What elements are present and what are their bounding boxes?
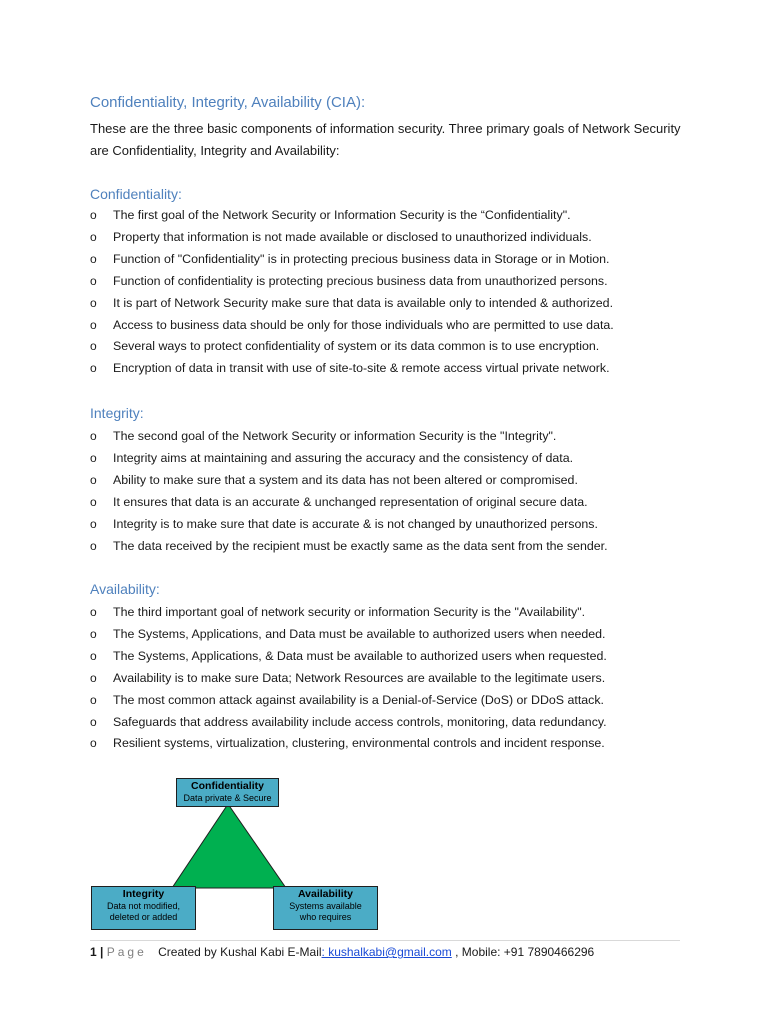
footer-credit: Created by Kushal Kabi E-Mail	[158, 945, 322, 959]
list-item-text: Availability is to make sure Data; Network Resources are available to the legitimate users.	[113, 670, 606, 685]
confidentiality-box-subtitle: Data private & Secure	[183, 793, 272, 803]
email-link[interactable]: : kushalkabi@gmail.com	[321, 945, 452, 959]
bullet-marker-icon: o	[90, 626, 97, 641]
list-item	[90, 271, 710, 293]
list-item	[90, 205, 710, 227]
list-item-text: It is part of Network Security make sure that data is available only to intended & authorized.	[113, 295, 614, 310]
list-item	[90, 315, 710, 337]
bullet-marker-icon: o	[90, 339, 97, 354]
list-item-text: Integrity aims at maintaining and assuring the accuracy and the consistency of data.	[113, 450, 574, 465]
availability-box-line2: who requires	[299, 912, 352, 922]
list-item	[90, 536, 710, 558]
list-item	[90, 624, 710, 646]
list-item	[90, 470, 710, 492]
bullet-marker-icon: o	[90, 538, 97, 553]
integrity-list	[90, 426, 710, 557]
list-item	[90, 448, 710, 470]
confidentiality-list	[90, 205, 710, 380]
list-item	[90, 492, 710, 514]
list-item	[90, 293, 710, 315]
bullet-marker-icon: o	[90, 648, 97, 663]
bullet-marker-icon: o	[90, 229, 97, 244]
bullet-marker-icon: o	[90, 295, 97, 310]
bullet-marker-icon: o	[90, 692, 97, 707]
confidentiality-box	[176, 778, 279, 807]
bullet-marker-icon: o	[90, 208, 97, 222]
bullet-marker-icon: o	[90, 251, 97, 266]
list-item-text: Integrity is to make sure that date is accurate & is not changed by unauthorized persons.	[113, 516, 598, 531]
availability-box-line1: Systems available	[289, 901, 362, 911]
list-item-text: Property that information is not made available or disclosed to unauthorized individuals.	[113, 229, 592, 244]
availability-box-title: Availability	[297, 888, 354, 900]
list-item	[90, 358, 710, 380]
availability-box	[273, 886, 378, 930]
bullet-marker-icon: o	[90, 605, 97, 619]
list-item	[90, 712, 710, 734]
bullet-marker-icon: o	[90, 516, 97, 531]
list-item-text: Encryption of data in transit with use of site-to-site & remote access virtual private network.	[113, 361, 610, 376]
bullet-marker-icon: o	[90, 317, 97, 332]
list-item	[90, 249, 710, 271]
integrity-box-title: Integrity	[122, 888, 165, 900]
confidentiality-box-title: Confidentiality	[191, 780, 264, 792]
page-title: Confidentiality, Integrity, Availability (CIA):	[90, 94, 366, 111]
cia-triangle	[172, 804, 286, 888]
list-item-text: Resilient systems, virtualization, clustering, environmental controls and incident response.	[113, 736, 605, 751]
intro-paragraph: These are the three basic components of information security. Three primary goals of Network Security are Confidentiality, Integrity and Availability:	[90, 121, 681, 158]
list-item-text: The most common attack against availability is a Denial-of-Service (DoS) or DDoS attack.	[113, 692, 604, 707]
bullet-marker-icon: o	[90, 670, 97, 685]
list-item	[90, 514, 710, 536]
list-item-text: Ability to make sure that a system and its data has not been altered or compromised.	[113, 472, 578, 487]
list-item	[90, 690, 710, 712]
list-item-text: The data received by the recipient must be exactly same as the data sent from the sender.	[113, 538, 608, 553]
bullet-marker-icon: o	[90, 736, 97, 751]
page-footer	[90, 940, 680, 959]
heading-integrity: Integrity:	[90, 405, 144, 421]
list-item-text: It ensures that data is an accurate & unchanged representation of original secure data.	[113, 494, 588, 509]
footer-mobile: , Mobile: +91 7890466296	[451, 945, 595, 959]
list-item	[90, 668, 710, 690]
list-item	[90, 336, 710, 358]
bullet-marker-icon: o	[90, 714, 97, 729]
bullet-marker-icon: o	[90, 472, 97, 487]
list-item	[90, 602, 710, 624]
list-item-text: Safeguards that address availability include access controls, monitoring, data redundancy.	[113, 714, 607, 729]
bullet-marker-icon: o	[90, 450, 97, 465]
list-item	[90, 227, 710, 249]
page-label: Page	[106, 945, 147, 959]
integrity-box-line2: deleted or added	[109, 912, 178, 922]
list-item-text: Function of "Confidentiality" is in protecting precious business data in Storage or in Motion.	[113, 251, 610, 266]
list-item-text: Function of confidentiality is protecting precious business data from unauthorized persons.	[113, 273, 608, 288]
cia-triad-diagram	[90, 776, 380, 932]
list-item	[90, 426, 710, 448]
list-item-text: Several ways to protect confidentiality of system or its data common is to use encryption.	[113, 339, 600, 354]
heading-confidentiality: Confidentiality:	[90, 186, 182, 202]
bullet-marker-icon: o	[90, 361, 97, 376]
integrity-box-line1: Data not modified,	[106, 901, 181, 911]
list-item-text: The first goal of the Network Security or Information Security is the “Confidentiality".	[113, 208, 571, 222]
list-item	[90, 646, 710, 668]
list-item-text: Access to business data should be only for those individuals who are permitted to use data.	[113, 317, 614, 332]
list-item-text: The second goal of the Network Security or information Security is the "Integrity".	[113, 429, 557, 443]
list-item-text: The Systems, Applications, and Data must be available to authorized users when needed.	[113, 626, 606, 641]
bullet-marker-icon: o	[90, 494, 97, 509]
availability-list	[90, 602, 710, 755]
page-number: 1	[90, 945, 97, 959]
bullet-marker-icon: o	[90, 429, 97, 443]
list-item-text: The third important goal of network security or information Security is the "Availability".	[113, 605, 586, 619]
list-item	[90, 733, 710, 755]
list-item-text: The Systems, Applications, & Data must be available to authorized users when requested.	[113, 648, 607, 663]
bullet-marker-icon: o	[90, 273, 97, 288]
integrity-box	[91, 886, 196, 930]
footer-separator: |	[100, 945, 104, 959]
heading-availability: Availability:	[90, 581, 160, 597]
